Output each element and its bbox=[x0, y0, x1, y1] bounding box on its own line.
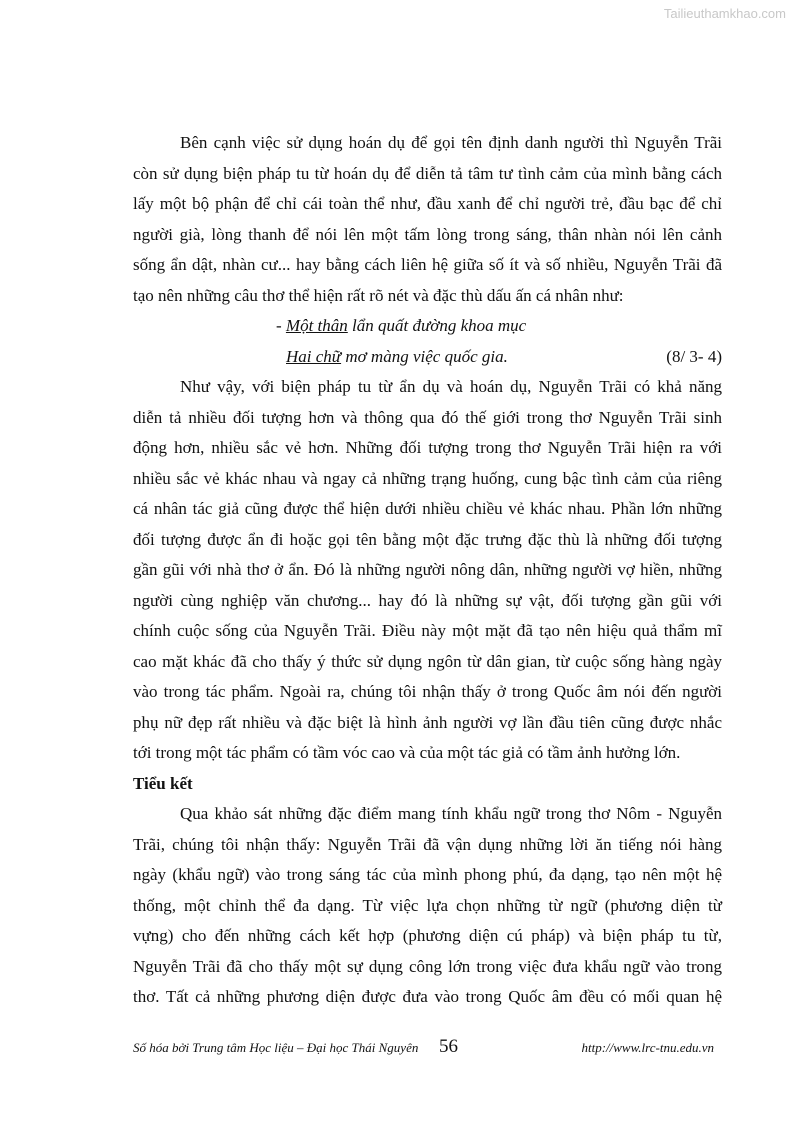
text-line: Trãi, chúng tôi nhận thấy: Nguyễn Trãi đã vận dụng những lời ăn tiếng nói hàng bbox=[133, 834, 722, 854]
text-line: tạo nên những câu thơ thể hiện rất rõ nét và đặc thù dấu ấn cá nhân như: bbox=[133, 285, 624, 305]
text-line: vào trong tác phẩm. Ngoài ra, chúng tôi nhận thấy ở trong Quốc âm nói đến người bbox=[133, 682, 722, 701]
text-line: thống, một chỉnh thể đa dạng. Từ việc lựa chọn những từ ngữ (phương diện từ bbox=[133, 895, 722, 915]
text-line: Qua khảo sát những đặc điểm mang tính khẩu ngữ trong thơ Nôm - Nguyễn bbox=[180, 804, 722, 823]
text-line: cao mặt khác đã cho thấy ý thức sử dụng ngôn từ dân gian, từ cuộc sống hàng ngày bbox=[133, 651, 722, 671]
text-line: đối tượng được ẩn đi hoặc gọi tên bằng một đặc trưng đặc thù là những đối tượng bbox=[133, 529, 722, 549]
footer-publisher: Số hóa bởi Trung tâm Học liệu – Đại học Thái Nguyên bbox=[133, 1040, 419, 1055]
poem-text: lẩn quất đường khoa mục bbox=[347, 316, 527, 335]
poem-underlined-phrase: Một thân bbox=[285, 316, 348, 335]
text-line: gần gũi với nhà thơ ở ẩn. Đó là những người nông dân, những người vợ hiền, những bbox=[133, 560, 722, 579]
text-line: Nguyễn Trãi đã cho thấy một sự dụng công lớn trong việc đưa khẩu ngữ vào trong bbox=[133, 956, 722, 976]
text-line: tới trong một tác phẩm có tầm vóc cao và của một tác giả có tầm ảnh hưởng lớn. bbox=[133, 743, 681, 762]
text-line: người già, lòng thanh để nói lên một tấm lòng trong sáng, thân nhàn nói lên cảnh bbox=[133, 224, 722, 244]
poem-dash: - bbox=[276, 316, 286, 335]
text-line: ngày (khẩu ngữ) vào trong sáng tác của mình phong phú, đa dạng, tạo nên một hệ bbox=[133, 865, 722, 884]
text-line: nhiều sắc vẻ khác nhau và ngay cả những trạng huống, cung bậc tình cảm của riêng bbox=[133, 468, 722, 488]
page-footer bbox=[133, 1036, 722, 1066]
poem-line-1 bbox=[133, 311, 722, 342]
paragraph-1 bbox=[133, 128, 722, 311]
text-line: Như vậy, với biện pháp tu từ ẩn dụ và hoán dụ, Nguyễn Trãi có khả năng bbox=[180, 377, 722, 396]
paragraph-3 bbox=[133, 799, 722, 1013]
text-line: còn sử dụng biện pháp tu từ hoán dụ để diễn tả tâm tư tình cảm của mình bằng cách bbox=[133, 163, 722, 183]
text-line: chính cuộc sống của Nguyễn Trãi. Điều này một mặt đã tạo nên hiệu quả thẩm mĩ bbox=[133, 621, 722, 640]
text-line: vựng) cho đến những cách kết hợp (phương diện cú pháp) và biện pháp tu từ, bbox=[133, 926, 722, 945]
text-line: cá nhân tác giả cũng được thể hiện dưới nhiều chiều vẻ khác nhau. Phần lớn những bbox=[133, 499, 722, 518]
text-line: diễn tả nhiều đối tượng hơn và thông qua đó thế giới trong thơ Nguyễn Trãi sinh bbox=[133, 407, 722, 427]
poem-line-2 bbox=[133, 342, 722, 373]
poem-quote bbox=[133, 311, 722, 372]
text-line: động hơn, nhiều sắc vẻ hơn. Những đối tượng trong thơ Nguyễn Trãi hiện ra với bbox=[133, 438, 722, 457]
poem-underlined-phrase: Hai chữ bbox=[286, 346, 342, 366]
poem-text: mơ màng việc quốc gia. bbox=[341, 346, 508, 366]
text-line: thơ. Tất cả những phương diện được đưa vào trong Quốc âm đều có mối quan hệ bbox=[133, 987, 722, 1006]
document-body bbox=[133, 128, 722, 1013]
text-line: phụ nữ đẹp rất nhiều và đặc biệt là hình ảnh người vợ lần đầu tiên cũng được nhắc bbox=[133, 712, 722, 732]
text-line: lấy một bộ phận để chỉ cái toàn thể như, đầu xanh để chỉ người trẻ, đầu bạc để chỉ bbox=[133, 194, 722, 213]
poem-reference: (8/ 3- 4) bbox=[666, 346, 722, 366]
text-line: Bên cạnh việc sử dụng hoán dụ để gọi tên định danh người thì Nguyễn Trãi bbox=[180, 133, 722, 152]
text-line: sống ẩn dật, nhàn cư... hay bằng cách liên hệ giữa số ít và số nhiều, Nguyễn Trãi đã bbox=[133, 255, 722, 274]
section-heading: Tiểu kết bbox=[133, 773, 193, 793]
watermark: Tailieuthamkhao.com bbox=[663, 6, 786, 21]
footer-url: http://www.lrc-tnu.edu.vn bbox=[581, 1040, 714, 1055]
text-line: người cùng nghiệp văn chương... hay đó là những sự vật, đối tượng gần gũi với bbox=[133, 590, 722, 610]
paragraph-2 bbox=[133, 372, 722, 769]
page-number: 56 bbox=[439, 1036, 458, 1057]
